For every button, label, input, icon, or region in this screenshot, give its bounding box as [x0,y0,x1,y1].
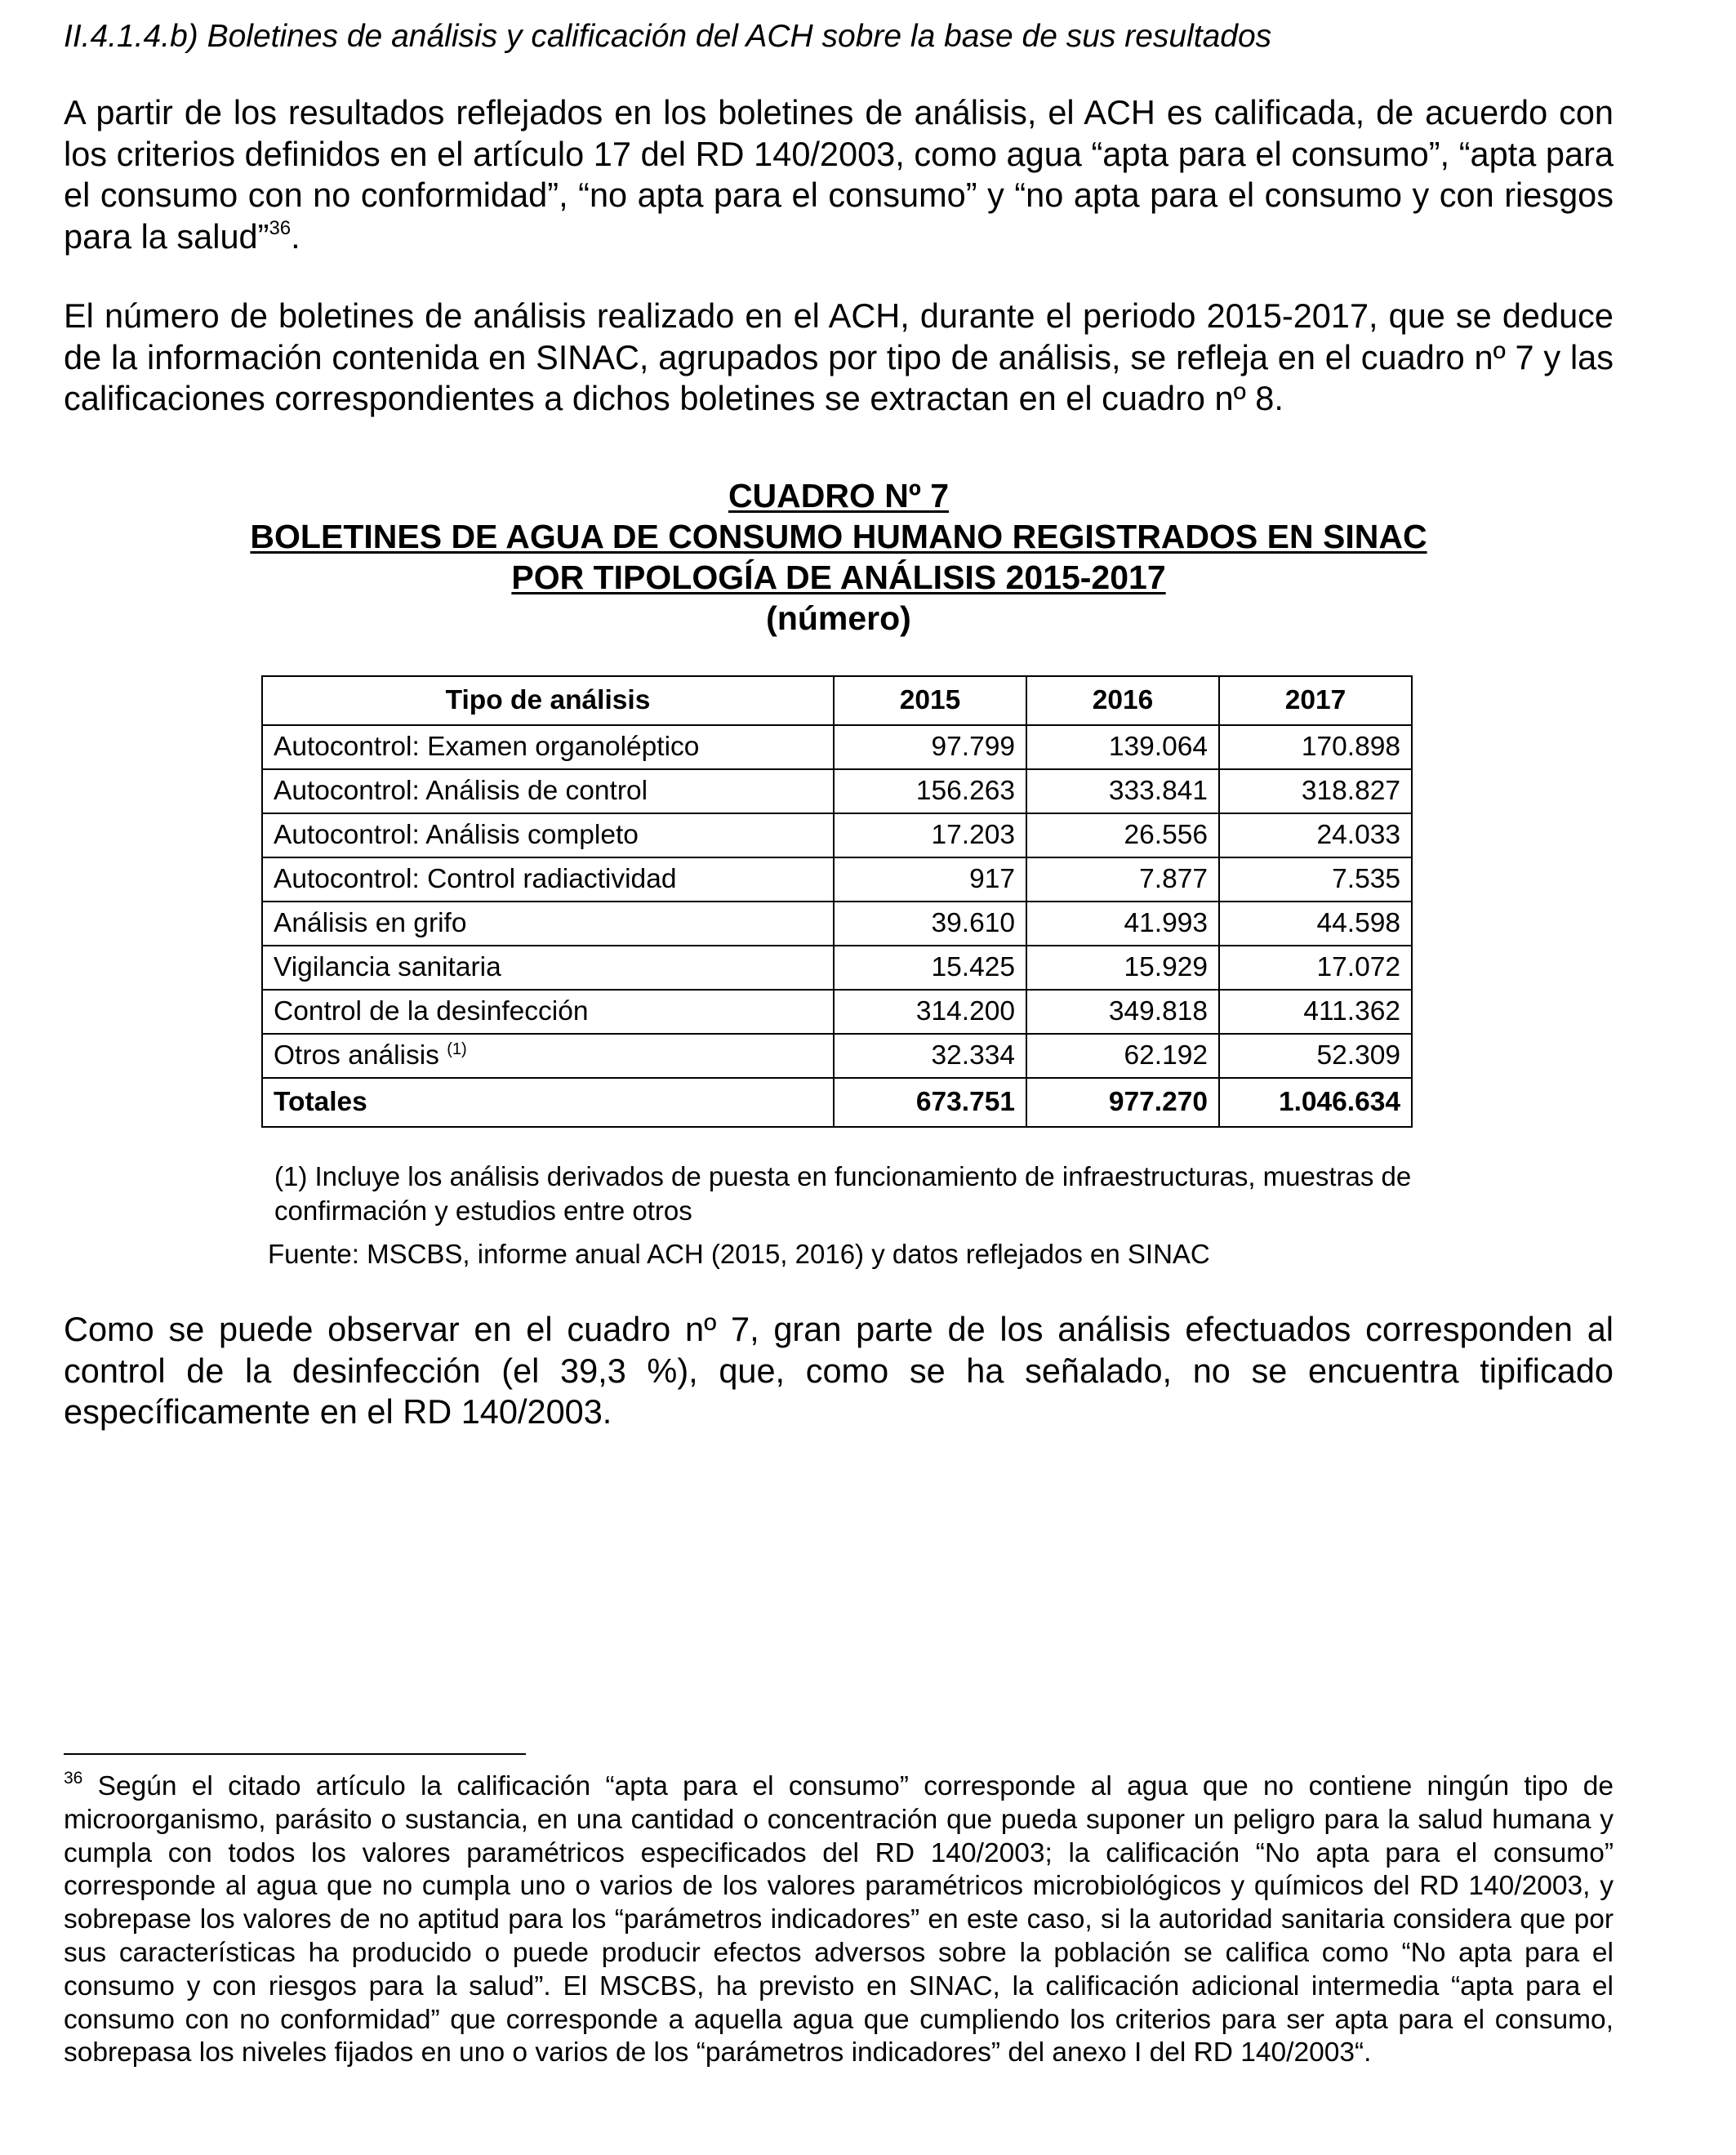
table-title-line-1: CUADRO Nº 7 [728,477,950,514]
table-row [262,902,1412,946]
header-2015: 2015 [834,676,1026,725]
section-heading: II.4.1.4.b) Boletines de análisis y calificación del ACH sobre la base de sus resultados [64,19,1272,54]
row-label: Vigilancia sanitaria [262,946,834,990]
table-row [262,1034,1412,1078]
cell-2015: 314.200 [834,990,1026,1034]
cell-2015: 917 [834,857,1026,902]
footnote-ref-36[interactable]: 36 [269,216,292,239]
total-2016: 977.270 [1026,1078,1219,1127]
row-label: Autocontrol: Análisis completo [262,813,834,857]
table-row [262,990,1412,1034]
cell-2015: 156.263 [834,769,1026,813]
table-row [262,813,1412,857]
cell-2015: 39.610 [834,902,1026,946]
total-2015: 673.751 [834,1078,1026,1127]
footnote-text: Según el citado artículo la calificación “apta para el consumo” corresponde al agua que no contiene ningún tipo de microorganismo, parásito o sustancia, en una cantidad o concentración que pueda suponer un peligro para la salud humana y cumpla con todos los valores paramétricos especificados del RD 140/2003; la calificación “No apta para el consumo” corresponde al agua que no cumpla uno o varios de los valores paramétricos microbiológicos y químicos del RD 140/2003, y sobrepase los valores de no aptitud para los “parámetros indicadores” en este caso, si la autoridad sanitaria considera que por sus características ha producido o puede producir efectos adversos sobre la población se califica como “No apta para el consumo y con riesgos para la salud”. El MSCBS, ha previsto en SINAC, la calificación adicional intermedia “apta para el consumo con no conformidad” que corresponde a aquella agua que cumpliendo los criterios para ser apta para el consumo, sobrepasa los niveles fijados en uno o varios de los “parámetros indicadores” del anexo I del RD 140/2003“. [64,1771,1614,2068]
total-2017: 1.046.634 [1219,1078,1412,1127]
row-label: Autocontrol: Análisis de control [262,769,834,813]
table-title-line-2: BOLETINES DE AGUA DE CONSUMO HUMANO REGISTRADOS EN SINAC [250,518,1427,555]
cell-2016: 62.192 [1026,1034,1219,1078]
cell-2017: 411.362 [1219,990,1412,1034]
cell-2017: 170.898 [1219,725,1412,769]
footnote-divider [64,1753,526,1755]
table-row [262,857,1412,902]
table-note-ref: (1) [447,1040,467,1058]
paragraph-3: Como se puede observar en el cuadro nº 7, gran parte de los análisis efectuados corresponden al control de la desinfección (el 39,3 %), que, como se ha señalado, no se encuentra tipificado específicamente en el RD 140/2003. [64,1310,1614,1431]
paragraph-1-tail: . [291,216,300,256]
footnote-36 [64,1770,1614,2070]
table-source: Fuente: MSCBS, informe anual ACH (2015, 2016) y datos reflejados en SINAC [268,1239,1210,1269]
cell-2016: 41.993 [1026,902,1219,946]
cell-2016: 26.556 [1026,813,1219,857]
cell-2017: 24.033 [1219,813,1412,857]
table-title-line-3: POR TIPOLOGÍA DE ANÁLISIS 2015-2017 [511,559,1166,596]
table-row [262,725,1412,769]
cell-2015: 15.425 [834,946,1026,990]
cell-2017: 318.827 [1219,769,1412,813]
header-2016: 2016 [1026,676,1219,725]
paragraph-2: El número de boletines de análisis realizado en el ACH, durante el periodo 2015-2017, que se deduce de la información contenida en SINAC, agrupados por tipo de análisis, se refleja en el cuadro nº 7 y las calificaciones correspondientes a dichos boletines se extractan en el cuadro nº 8. [64,296,1614,417]
cell-2017: 52.309 [1219,1034,1412,1078]
total-label: Totales [262,1078,834,1127]
table-title [64,475,1614,639]
header-2017: 2017 [1219,676,1412,725]
row-label: Autocontrol: Examen organoléptico [262,725,834,769]
cell-2017: 44.598 [1219,902,1412,946]
paragraph-1-text: A partir de los resultados reflejados en los boletines de análisis, el ACH es calificada, de acuerdo con los criterios definidos en el artículo 17 del RD 140/2003, como agua “apta para el consumo”, “apta para el consumo con no conformidad”, “no apta para el consumo” y “no apta para el consumo y con riesgos para la salud” [64,93,1614,256]
table-row [262,769,1412,813]
table-total-row [262,1078,1412,1127]
cell-2015: 17.203 [834,813,1026,857]
table-header-row [262,676,1412,725]
row-label: Control de la desinfección [262,990,834,1034]
cell-2016: 15.929 [1026,946,1219,990]
table-title-line-4: (número) [766,599,911,637]
cell-2016: 349.818 [1026,990,1219,1034]
cell-2015: 32.334 [834,1034,1026,1078]
paragraph-1 [64,92,1614,257]
header-tipo: Tipo de análisis [262,676,834,725]
row-label: Autocontrol: Control radiactividad [262,857,834,902]
table-row [262,946,1412,990]
row-label: Análisis en grifo [262,902,834,946]
row-label-text: Otros análisis [274,1040,439,1071]
cell-2017: 7.535 [1219,857,1412,902]
cell-2016: 139.064 [1026,725,1219,769]
data-table [261,675,1413,1128]
table-note: (1) Incluye los análisis derivados de puesta en funcionamiento de infraestructuras, muestras de confirmación y estudios entre otros [274,1161,1412,1226]
cell-2017: 17.072 [1219,946,1412,990]
row-label [262,1034,834,1078]
cell-2015: 97.799 [834,725,1026,769]
footnote-number: 36 [64,1769,83,1788]
cell-2016: 333.841 [1026,769,1219,813]
cell-2016: 7.877 [1026,857,1219,902]
